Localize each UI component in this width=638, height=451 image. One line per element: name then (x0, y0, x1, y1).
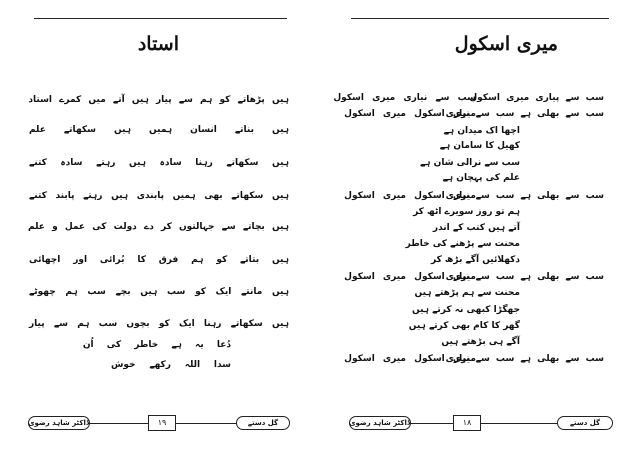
verse-line (344, 353, 604, 365)
verse-word: بچے (115, 287, 131, 297)
top-rule (351, 18, 609, 19)
verse-word: مانتے (241, 287, 263, 297)
verse-half: سب سے پیاری میری اسکول (469, 93, 604, 103)
verse-word: اللہ (184, 360, 201, 370)
verse-line (29, 157, 289, 169)
verse-word: خوش (111, 360, 136, 370)
verse-text: کھیل کا سامان ہے (439, 141, 520, 151)
verse-word: کی (106, 340, 122, 350)
verse-word: ہے (171, 340, 182, 350)
verse-half: میری اسکول میری اسکول (344, 272, 476, 282)
verse-word: ہیں (271, 222, 289, 232)
book-title-badge: گل دستے (236, 416, 290, 430)
verse-word: ایک (178, 319, 195, 329)
verse-text: محنت سے پڑھنے کی خاطر (405, 239, 520, 249)
verse-word: ہیں (111, 191, 129, 201)
verse-word: میں (88, 95, 106, 105)
verse-line (410, 172, 520, 184)
verse-word: علم (28, 222, 45, 232)
verse-word: آتے (112, 95, 125, 105)
page-title: استاد (137, 33, 179, 55)
verse-word: ہیں (131, 95, 149, 105)
verse-half: میری اسکول میری اسکول (344, 354, 476, 364)
verse-word: استاد (28, 95, 52, 105)
author-badge: ڈاکٹر شاہد رضوی (349, 416, 411, 430)
verse-line (344, 108, 604, 120)
verse-word: کی (92, 222, 107, 232)
verse-word: سب (167, 287, 186, 297)
verse-half: میری اسکول میری اسکول (344, 109, 476, 119)
verse-text: آگے ہی بڑھتے ہیں (441, 337, 520, 347)
verse-word: پڑھاتے (237, 95, 265, 105)
verse-word: سکھاتے (63, 125, 96, 135)
verse-word: سے (53, 319, 68, 329)
verse-word: کمرے (59, 95, 82, 105)
verse-line (82, 339, 231, 351)
verse-word: ایک (215, 287, 232, 297)
verse-word: و (52, 222, 58, 232)
verse-word: پابند (55, 191, 75, 201)
verse-word: بتاتے (240, 255, 260, 265)
verse-word: دُعا (216, 340, 231, 350)
page-number: ۱۸ (453, 415, 481, 431)
verse-line (410, 140, 520, 152)
verse-word: ہم (77, 319, 90, 329)
verse-word: بچوں (126, 319, 150, 329)
verse-word: اور (73, 255, 88, 265)
author-badge: ڈاکٹر شاہد رضوی (28, 416, 90, 430)
verse-line (410, 157, 520, 169)
verse-line (410, 125, 520, 137)
verse-line (29, 286, 289, 298)
verse-word: ہم (65, 287, 78, 297)
verse-text: گھر کا کام بھی کرتے ہیں (408, 321, 520, 331)
verse-text: اچھا اک میدان ہے (443, 126, 520, 136)
verse-text: علم کی پہچان ہے (442, 173, 520, 183)
verse-word: ہمیں (149, 125, 173, 135)
verse-half: سب سے بھلی ہے سب سے نیاری (445, 354, 604, 364)
verse-line (333, 92, 604, 104)
verse-half: سب سے بھلی ہے سب سے نیاری (445, 109, 604, 119)
verse-word: پیار (156, 95, 172, 105)
verse-line (29, 94, 289, 106)
verse-word: فرق (158, 255, 179, 265)
verse-word: سب (87, 287, 106, 297)
verse-line (29, 318, 289, 330)
verse-word: بھی (204, 191, 223, 201)
verse-text: دکھلائیں آگے بڑھ کر (430, 255, 520, 265)
verse-word: پابندی (136, 191, 164, 201)
verse-line (410, 254, 520, 266)
page-title: میری اسکول (454, 33, 558, 55)
verse-word: ہیں (271, 191, 289, 201)
verse-half: سب سے نیاری میری اسکول (333, 93, 476, 103)
verse-word: خاطر (134, 340, 159, 350)
verse-word: کتنے (29, 191, 47, 201)
verse-line (410, 222, 520, 234)
verse-word: ہیں (129, 158, 147, 168)
verse-half: سب سے بھلی ہے سب سے نیاری (445, 272, 604, 282)
verse-line (405, 238, 520, 250)
verse-word: سادہ (60, 158, 83, 168)
verse-word: سب (98, 319, 118, 329)
page-footer (319, 414, 638, 432)
verse-word: بُرائی (99, 255, 125, 265)
verse-word: ہیں (140, 287, 158, 297)
verse-line (29, 221, 289, 233)
verse-word: سے (221, 222, 236, 232)
verse-line (410, 336, 520, 348)
verse-word: رہنا (195, 158, 213, 168)
verse-word: ہیں (271, 287, 289, 297)
verse-word: بچاتے (242, 222, 265, 232)
right-page (319, 0, 638, 451)
verse-word: جہالتوں (178, 222, 215, 232)
verse-line (344, 190, 604, 202)
verse-word: سدا (213, 360, 232, 370)
verse-line (410, 287, 520, 299)
verse-word: ہیں (271, 95, 289, 105)
verse-word: ہیں (271, 158, 290, 168)
verse-word: کر (160, 222, 172, 232)
verse-word: انسان (190, 125, 217, 135)
verse-word: سے (178, 95, 193, 105)
verse-word: ہیں (113, 125, 132, 135)
verse-word: کو (219, 95, 231, 105)
verse-word: رکھے (149, 360, 171, 370)
verse-word: کو (195, 287, 206, 297)
verse-text: محنت سے ہم پڑھتے ہیں (414, 288, 520, 298)
verse-word: سکھاتے (226, 158, 259, 168)
verse-line (410, 320, 520, 332)
verse-text: آتے ہیں کتب کے اندر (432, 223, 520, 233)
page-number: ۱۹ (148, 415, 176, 431)
page-footer (0, 414, 319, 432)
verse-word: سکھاتے (231, 191, 264, 201)
verse-line (29, 190, 289, 202)
verse-word: سکھاتے (230, 319, 263, 329)
book-title-badge: گل دستے (557, 416, 613, 430)
verse-line (29, 254, 289, 266)
verse-word: اُن (82, 340, 94, 350)
verse-line (410, 304, 520, 316)
verse-half: سب سے بھلی ہے سب سے نیاری (445, 191, 604, 201)
verse-word: ہمیں (172, 191, 196, 201)
top-rule (34, 18, 287, 19)
verse-word: ہیں (271, 319, 289, 329)
verse-text: ہم تو روز سویرے اٹھ کر (413, 207, 520, 217)
verse-word: علم (29, 125, 46, 135)
verse-word: رہتے (83, 191, 103, 201)
verse-word: کو (216, 255, 228, 265)
verse-word: چھوٹے (29, 287, 56, 297)
verse-text: سب سے نرالی شان ہے (419, 158, 520, 168)
verse-line (29, 124, 289, 136)
verse-text: جھگڑا کبھی نہ کرتے ہیں (411, 305, 520, 315)
verse-word: ہم (200, 95, 213, 105)
verse-word: ہم (191, 255, 204, 265)
verse-word: پیار (29, 319, 45, 329)
verse-word: بناتے (234, 125, 254, 135)
verse-line (344, 271, 604, 283)
verse-word: سادہ (159, 158, 182, 168)
verse-word: یہ (195, 340, 204, 350)
verse-word: کا (137, 255, 146, 265)
verse-word: رہتے (96, 158, 116, 168)
verse-half: میری اسکول میری اسکول (344, 191, 476, 201)
verse-word: دولت (113, 222, 137, 232)
verse-word: دے (143, 222, 154, 232)
verse-word: کو (158, 319, 170, 329)
verse-line (111, 359, 231, 371)
verse-word: رہنا (203, 319, 222, 329)
verse-word: ہیں (271, 255, 289, 265)
verse-word: عمل (64, 222, 86, 232)
verse-word: اچھائی (29, 255, 61, 265)
verse-word: کتنے (29, 158, 47, 168)
verse-word: ہیں (271, 125, 290, 135)
verse-line (410, 206, 520, 218)
